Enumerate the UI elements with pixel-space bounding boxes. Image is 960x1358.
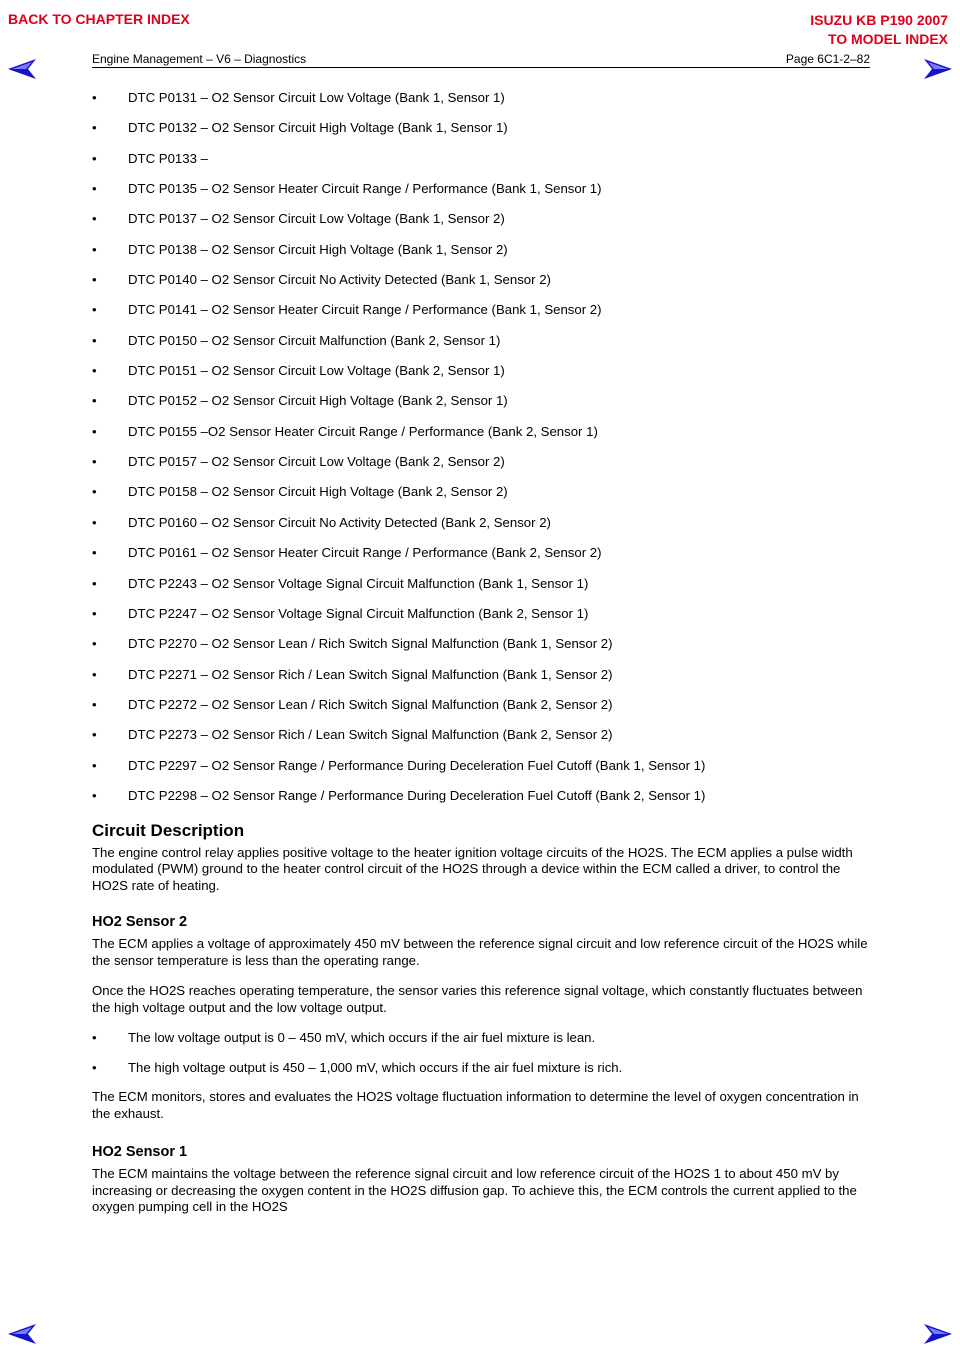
bullet-text: The low voltage output is 0 – 450 mV, which occurs if the air fuel mixture is lean. — [128, 1030, 596, 1046]
bullet-icon: • — [92, 484, 97, 500]
dtc-list-item — [92, 454, 870, 470]
dtc-list-item — [92, 363, 870, 379]
bullet-icon: • — [92, 545, 97, 561]
dtc-text: DTC P0160 – O2 Sensor Circuit No Activity Detected (Bank 2, Sensor 2) — [128, 514, 551, 530]
header-page-number: Page 6C1-2–82 — [785, 52, 870, 66]
dtc-list-item — [92, 181, 870, 197]
dtc-list-item — [92, 120, 870, 136]
dtc-list-item — [92, 788, 870, 804]
dtc-text: DTC P0133 – — [128, 150, 208, 166]
dtc-list-item — [92, 758, 870, 774]
ho2-sensor-1-heading: HO2 Sensor 1 — [92, 1144, 188, 1161]
dtc-text: DTC P0137 – O2 Sensor Circuit Low Voltage (Bank 1, Sensor 2) — [128, 211, 505, 227]
dtc-list-item — [92, 90, 870, 106]
to-model-index-link[interactable]: TO MODEL INDEX — [827, 31, 948, 47]
bullet-icon: • — [92, 272, 97, 288]
dtc-text: DTC P2273 – O2 Sensor Rich / Lean Switch Signal Malfunction (Bank 2, Sensor 2) — [128, 727, 613, 743]
bullet-icon: • — [92, 302, 97, 318]
sensor2-paragraph-1: The ECM applies a voltage of approximately 450 mV between the reference signal circuit and low reference circuit of the HO2S while the sensor temperature is less than the operating range. — [92, 936, 868, 968]
dtc-text: DTC P2272 – O2 Sensor Lean / Rich Switch Signal Malfunction (Bank 2, Sensor 2) — [128, 696, 613, 712]
dtc-text: DTC P0140 – O2 Sensor Circuit No Activity Detected (Bank 1, Sensor 2) — [128, 272, 551, 288]
bullet-icon: • — [92, 636, 97, 652]
previous-page-arrow-icon[interactable] — [6, 57, 38, 81]
dtc-text: DTC P2270 – O2 Sensor Lean / Rich Switch Signal Malfunction (Bank 1, Sensor 2) — [128, 636, 613, 652]
dtc-text: DTC P2243 – O2 Sensor Voltage Signal Circuit Malfunction (Bank 1, Sensor 1) — [128, 575, 589, 591]
back-to-chapter-index-link[interactable]: BACK TO CHAPTER INDEX — [8, 11, 190, 27]
bullet-icon: • — [92, 514, 97, 530]
bullet-icon: • — [92, 1030, 97, 1046]
bullet-icon: • — [92, 696, 97, 712]
dtc-list-item — [92, 697, 870, 713]
dtc-text: DTC P2298 – O2 Sensor Range / Performance During Deceleration Fuel Cutoff (Bank 2, Sensor 1) — [128, 787, 706, 803]
bullet-icon: • — [92, 332, 97, 348]
dtc-list-item — [92, 545, 870, 561]
dtc-text: DTC P0152 – O2 Sensor Circuit High Voltage (Bank 2, Sensor 1) — [128, 393, 508, 409]
dtc-text: DTC P0157 – O2 Sensor Circuit Low Voltage (Bank 2, Sensor 2) — [128, 454, 505, 470]
bullet-icon: • — [92, 757, 97, 773]
dtc-text: DTC P0161 – O2 Sensor Heater Circuit Range / Performance (Bank 2, Sensor 2) — [128, 545, 602, 561]
bullet-icon: • — [92, 241, 97, 257]
dtc-list-item — [92, 302, 870, 318]
bullet-icon: • — [92, 1060, 97, 1076]
dtc-text: DTC P2247 – O2 Sensor Voltage Signal Circuit Malfunction (Bank 2, Sensor 1) — [128, 605, 589, 621]
bullet-icon: • — [92, 181, 97, 197]
dtc-text: DTC P0141 – O2 Sensor Heater Circuit Range / Performance (Bank 1, Sensor 2) — [128, 302, 602, 318]
dtc-text: DTC P0138 – O2 Sensor Circuit High Voltage (Bank 1, Sensor 2) — [128, 241, 508, 257]
bullet-icon: • — [92, 454, 97, 470]
list-item — [92, 1030, 870, 1046]
dtc-list — [92, 90, 870, 804]
dtc-list-item — [92, 424, 870, 440]
dtc-text: DTC P0155 –O2 Sensor Heater Circuit Range / Performance (Bank 2, Sensor 1) — [128, 423, 598, 439]
list-item — [92, 1060, 870, 1076]
dtc-list-item — [92, 393, 870, 409]
bullet-icon: • — [92, 423, 97, 439]
next-page-arrow-icon[interactable] — [922, 57, 954, 81]
dtc-text: DTC P0150 – O2 Sensor Circuit Malfunction (Bank 2, Sensor 1) — [128, 332, 501, 348]
dtc-list-item — [92, 211, 870, 227]
dtc-list-item — [92, 151, 870, 167]
dtc-text: DTC P0131 – O2 Sensor Circuit Low Voltage (Bank 1, Sensor 1) — [128, 90, 505, 105]
dtc-list-item — [92, 484, 870, 500]
ho2-sensor-2-heading: HO2 Sensor 2 — [92, 914, 188, 931]
dtc-list-item — [92, 272, 870, 288]
dtc-text: DTC P0132 – O2 Sensor Circuit High Voltage (Bank 1, Sensor 1) — [128, 120, 508, 136]
bullet-icon: • — [92, 90, 97, 105]
dtc-list-item — [92, 727, 870, 743]
sensor2-paragraph-3: The ECM monitors, stores and evaluates the HO2S voltage fluctuation information to determine the level of oxygen concentration in the exhaust. — [92, 1089, 859, 1121]
bullet-text: The high voltage output is 450 – 1,000 mV, which occurs if the air fuel mixture is rich. — [128, 1060, 623, 1076]
bullet-icon: • — [92, 787, 97, 803]
circuit-description-text: The engine control relay applies positive voltage to the heater ignition voltage circuits of the HO2S. The ECM applies a pulse width modulated (PWM) ground to the heater control circuit of the HO2S through a device within the ECM called a driver, to control the HO2S rate of heating. — [92, 844, 853, 893]
bullet-icon: • — [92, 727, 97, 743]
dtc-list-item — [92, 667, 870, 683]
dtc-list-item — [92, 606, 870, 622]
bullet-icon: • — [92, 393, 97, 409]
sensor2-paragraph-2: Once the HO2S reaches operating temperature, the sensor varies this reference signal voltage, which constantly fluctuates between the high voltage output and the low voltage output. — [92, 983, 863, 1015]
dtc-list-item — [92, 242, 870, 258]
dtc-list-item — [92, 576, 870, 592]
sensor1-paragraph-1: The ECM maintains the voltage between the reference signal circuit and low reference circuit of the HO2S 1 to about 450 mV by increasing or decreasing the oxygen content in the HO2S diffusion gap. To achieve this, the ECM controls the current applied to the oxygen pumping cell in the HO2S — [92, 1166, 857, 1215]
bullet-icon: • — [92, 575, 97, 591]
header-section-title: Engine Management – V6 – Diagnostics — [92, 52, 307, 66]
bullet-icon: • — [92, 120, 97, 136]
voltage-output-list — [92, 1030, 870, 1076]
bullet-icon: • — [92, 150, 97, 166]
dtc-text: DTC P2297 – O2 Sensor Range / Performance During Deceleration Fuel Cutoff (Bank 1, Sensor 1) — [128, 757, 706, 773]
dtc-text: DTC P0151 – O2 Sensor Circuit Low Voltage (Bank 2, Sensor 1) — [128, 363, 505, 379]
bullet-icon: • — [92, 363, 97, 379]
bullet-icon: • — [92, 666, 97, 682]
dtc-text: DTC P2271 – O2 Sensor Rich / Lean Switch Signal Malfunction (Bank 1, Sensor 2) — [128, 666, 613, 682]
model-title: ISUZU KB P190 2007 — [810, 12, 948, 28]
dtc-text: DTC P0158 – O2 Sensor Circuit High Voltage (Bank 2, Sensor 2) — [128, 484, 508, 500]
dtc-list-item — [92, 333, 870, 349]
page-content — [92, 90, 870, 1216]
circuit-description-heading: Circuit Description — [92, 820, 245, 840]
dtc-text: DTC P0135 – O2 Sensor Heater Circuit Range / Performance (Bank 1, Sensor 1) — [128, 181, 602, 197]
bullet-icon: • — [92, 211, 97, 227]
bullet-icon: • — [92, 605, 97, 621]
next-page-bottom-arrow-icon[interactable] — [922, 1322, 954, 1346]
dtc-list-item — [92, 515, 870, 531]
header-divider — [92, 67, 870, 68]
previous-page-bottom-arrow-icon[interactable] — [6, 1322, 38, 1346]
dtc-list-item — [92, 636, 870, 652]
